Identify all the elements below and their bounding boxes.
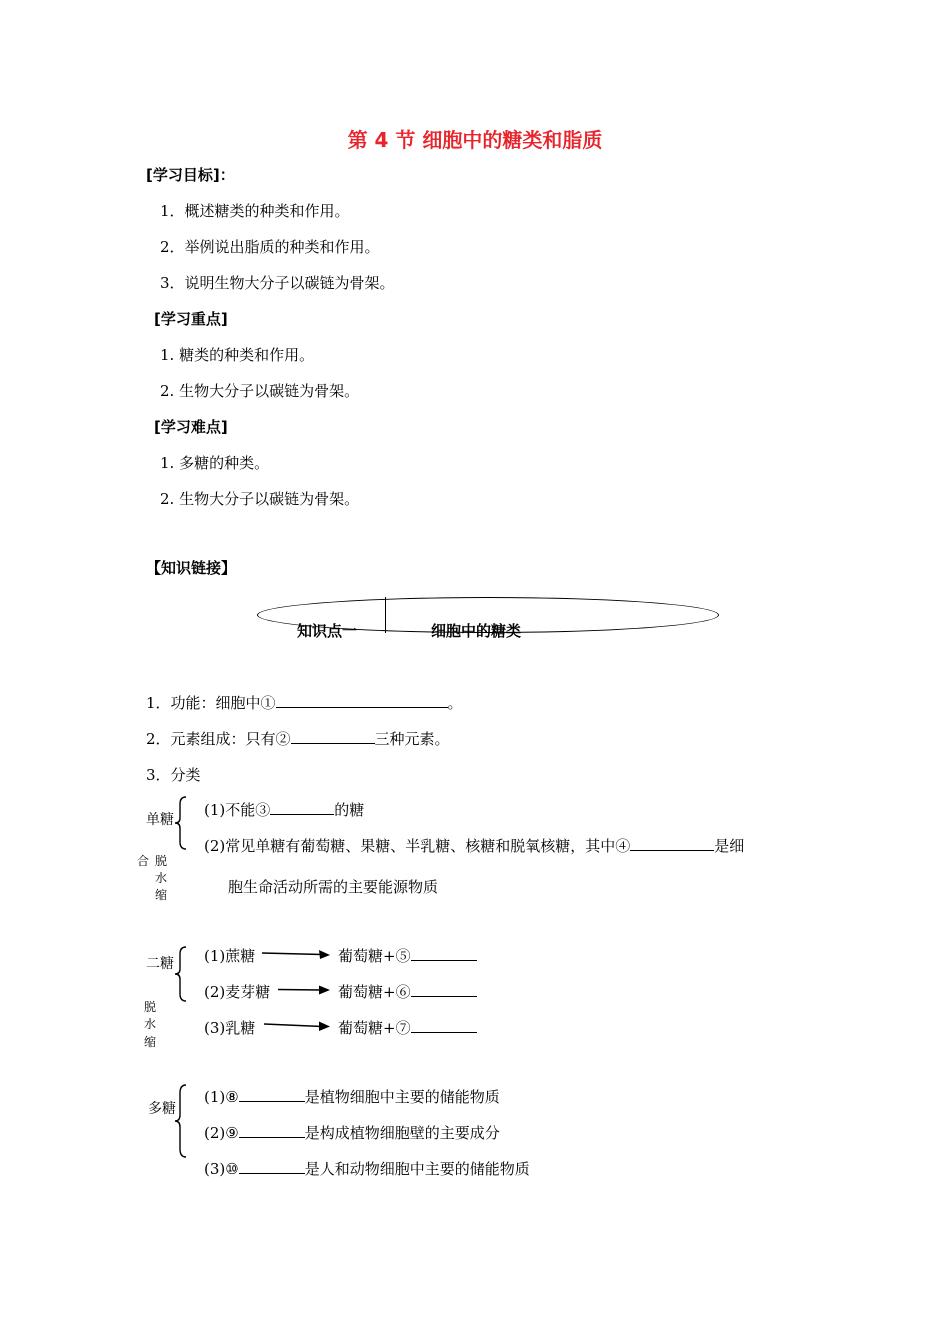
side-note: 合 — [137, 854, 150, 868]
knowledge-link-header: 【知识链接】 — [146, 559, 237, 577]
objectives-header: [学习目标]： — [146, 166, 235, 184]
polysaccharide-item — [204, 1158, 530, 1179]
mono-line-1 — [204, 799, 364, 820]
disaccharide-name: (1)蔗糖 — [204, 947, 256, 965]
polysaccharide-item — [204, 1122, 500, 1143]
objective-item: 1．概述糖类的种类和作用。 — [160, 202, 350, 220]
disaccharide-name: (3)乳糖 — [204, 1019, 256, 1037]
difficulties-header: [学习难点] — [154, 418, 228, 436]
disaccharide-product — [338, 1017, 477, 1038]
topic-name: 细胞中的糖类 — [431, 622, 522, 640]
question-text: (1)不能③ — [204, 801, 271, 819]
side-note: 缩 — [155, 888, 168, 902]
polysaccharide-item — [204, 1086, 500, 1107]
answer-blank[interactable] — [411, 945, 477, 961]
side-note: 脱 — [144, 1000, 157, 1014]
polysaccharide-label: 多糖 — [148, 1101, 176, 1117]
disaccharide-label: 二糖 — [146, 956, 174, 972]
arrow-right-icon — [264, 1020, 332, 1032]
mono-line-3: 胞生命活动所需的主要能源物质 — [228, 878, 439, 896]
question-text: 是人和动物细胞中主要的储能物质 — [304, 1160, 530, 1178]
disaccharide-product — [338, 945, 477, 966]
answer-blank[interactable] — [630, 835, 714, 851]
side-note: 水 — [144, 1017, 157, 1031]
question-text: 葡萄糖+⑥ — [338, 983, 411, 1001]
question-text: 是植物细胞中主要的储能物质 — [304, 1088, 500, 1106]
brace-icon — [174, 796, 188, 850]
side-note: 脱 — [155, 854, 168, 868]
question-text: 。 — [447, 694, 463, 712]
objective-item: 3．说明生物大分子以碳链为骨架。 — [160, 274, 395, 292]
arrow-right-icon — [278, 984, 332, 996]
question-elements — [146, 728, 450, 749]
answer-blank[interactable] — [239, 1086, 305, 1102]
answer-blank[interactable] — [291, 728, 375, 744]
keypoint-item: 1. 糖类的种类和作用。 — [160, 346, 315, 364]
question-text: (1)⑧ — [204, 1088, 239, 1106]
brace-icon — [174, 1084, 188, 1158]
difficulty-item: 1. 多糖的种类。 — [160, 454, 270, 472]
objective-item: 2．举例说出脂质的种类和作用。 — [160, 238, 380, 256]
question-text: 的糖 — [334, 801, 365, 819]
question-text: 是构成植物细胞壁的主要成分 — [304, 1124, 500, 1142]
disaccharide-name: (2)麦芽糖 — [204, 983, 271, 1001]
answer-blank[interactable] — [276, 692, 448, 708]
question-text: 1．功能：细胞中① — [146, 694, 276, 712]
question-function — [146, 692, 463, 713]
question-classification: 3．分类 — [146, 766, 201, 784]
answer-blank[interactable] — [239, 1122, 305, 1138]
question-text: 2．元素组成：只有② — [146, 730, 291, 748]
side-note: 水 — [155, 871, 168, 885]
question-text: (2)常见单糖有葡萄糖、果糖、半乳糖、核糖和脱氧核糖，其中④ — [204, 837, 631, 855]
question-text: 葡萄糖+⑤ — [338, 947, 411, 965]
question-text: 是细 — [714, 837, 745, 855]
monosaccharide-label: 单糖 — [146, 812, 174, 828]
disaccharide-product — [338, 981, 477, 1002]
brace-icon — [174, 946, 188, 1002]
difficulty-item: 2. 生物大分子以碳链为骨架。 — [160, 490, 360, 508]
side-note: 缩 — [144, 1035, 157, 1049]
mono-line-2 — [204, 835, 744, 856]
arrow-right-icon — [262, 948, 332, 960]
page-title: 第 4 节 细胞中的糖类和脂质 — [347, 128, 603, 152]
answer-blank[interactable] — [411, 981, 477, 997]
answer-blank[interactable] — [270, 799, 334, 815]
keypoint-item: 2. 生物大分子以碳链为骨架。 — [160, 382, 360, 400]
topic-oval-divider — [385, 597, 386, 633]
question-text: 葡萄糖+⑦ — [338, 1019, 411, 1037]
question-text: (2)⑨ — [204, 1124, 239, 1142]
topic-number: 知识点一 — [297, 622, 358, 640]
keypoints-header: [学习重点] — [154, 310, 228, 328]
question-text: 三种元素。 — [374, 730, 450, 748]
answer-blank[interactable] — [239, 1158, 305, 1174]
answer-blank[interactable] — [411, 1017, 477, 1033]
question-text: (3)⑩ — [204, 1160, 239, 1178]
